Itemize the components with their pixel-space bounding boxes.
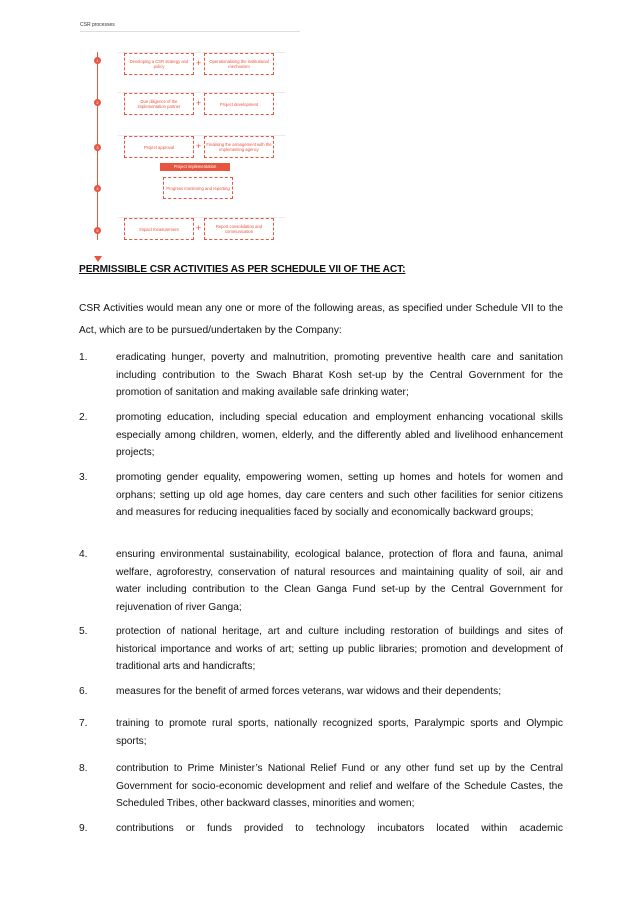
list-item-number: 4. bbox=[79, 549, 88, 560]
list-item-text: eradicating hunger, poverty and malnutrition, promoting preventive health care and sanitation including contribution to the Swach Bharat Kosh set-up by the Central Government for the promotion of sanitation and making available safe drinking water; bbox=[116, 352, 563, 398]
step-marker-3: 3 bbox=[94, 144, 101, 151]
step-3-left-box: Project approval bbox=[124, 136, 194, 158]
plus-icon: + bbox=[196, 58, 202, 68]
step-1-right-box: Operationalising the institutional mechanism bbox=[204, 53, 274, 75]
list-item-text: training to promote rural sports, nationally recognized sports, Paralympic sports and Olympic sports; bbox=[116, 718, 563, 747]
plus-icon: + bbox=[196, 98, 202, 108]
step-2-right-box: Project development bbox=[204, 93, 274, 115]
list-item-text: measures for the benefit of armed forces veterans, war widows and their dependents; bbox=[116, 686, 502, 697]
list-item-number: 8. bbox=[79, 763, 88, 774]
list-item-text: protection of national heritage, art and culture including restoration of buildings and sites of historical importance and works of art; setting up public libraries; promotion and development of traditional arts and handicrafts; bbox=[116, 626, 563, 672]
step-5-right-box: Report consolidation and communication bbox=[204, 218, 274, 240]
section-heading: PERMISSIBLE CSR ACTIVITIES AS PER SCHEDULE VII OF THE ACT: bbox=[79, 264, 406, 275]
step-row-5 bbox=[118, 217, 286, 240]
step-1-left-box: Developing a CSR strategy and policy bbox=[124, 53, 194, 75]
list-item-number: 5. bbox=[79, 626, 88, 637]
list-item-text: contribution to Prime Minister’s National Relief Fund or any other fund set up by the Central Government for socio-economic development and relief and welfare of the Schedule Castes, the Scheduled Tribes, other backward classes, minorities and women; bbox=[116, 763, 563, 809]
step-row-3 bbox=[118, 135, 286, 158]
diagram-rule bbox=[80, 31, 300, 32]
list-item-number: 6. bbox=[79, 686, 88, 697]
step-5-left-box: Impact measurement bbox=[124, 218, 194, 240]
list-item-text: ensuring environmental sustainability, ecological balance, protection of flora and fauna, animal welfare, agroforestry, conservation of natural resources and maintaining quality of soil, air and water including contribution to the Clean Ganga Fund set-up by the Central Government for rejuvenation of river Ganga; bbox=[116, 549, 563, 613]
diagram-title: CSR processes bbox=[80, 22, 115, 28]
list-item-number: 1. bbox=[79, 352, 88, 363]
list-item-number: 9. bbox=[79, 823, 88, 834]
intro-paragraph: CSR Activities would mean any one or more of the following areas, as specified under Schedule VII to the Act, which are to be pursued/undertaken by the Company: bbox=[79, 303, 563, 336]
step-2-left-box: Due diligence of the implementation partner bbox=[124, 93, 194, 115]
list-item-number: 7. bbox=[79, 718, 88, 729]
step-row-1 bbox=[118, 52, 286, 75]
list-item-number: 3. bbox=[79, 472, 88, 483]
step-row-4 bbox=[118, 177, 286, 199]
step-marker-5: 5 bbox=[94, 227, 101, 234]
timeline-arrow-icon bbox=[94, 256, 102, 262]
list-item-text: promoting education, including special education and employment enhancing vocational skills especially among children, women, elderly, and the differently abled and livelihood enhancement projects; bbox=[116, 412, 563, 458]
step-marker-2: 2 bbox=[94, 99, 101, 106]
step-4-center-box: Progress monitoring and reporting bbox=[163, 177, 233, 199]
list-item-text: promoting gender equality, empowering women, setting up homes and hotels for women and orphans; setting up old age homes, day care centers and such other facilities for senior citizens and measures for reducing inequalities faced by socially and economically backward groups; bbox=[116, 472, 563, 518]
plus-icon: + bbox=[196, 141, 202, 151]
step-marker-4: 4 bbox=[94, 185, 101, 192]
list-item-number: 2. bbox=[79, 412, 88, 423]
plus-icon: + bbox=[196, 223, 202, 233]
project-implementation-banner: Project implementation bbox=[160, 163, 230, 171]
step-marker-1: 1 bbox=[94, 57, 101, 64]
step-row-2 bbox=[118, 92, 286, 115]
csr-process-diagram bbox=[80, 22, 300, 248]
list-item-text: contributions or funds provided to technology incubators located within academic bbox=[116, 823, 563, 834]
step-3-right-box: Finalising the arrangement with the implementing agency bbox=[204, 136, 274, 158]
